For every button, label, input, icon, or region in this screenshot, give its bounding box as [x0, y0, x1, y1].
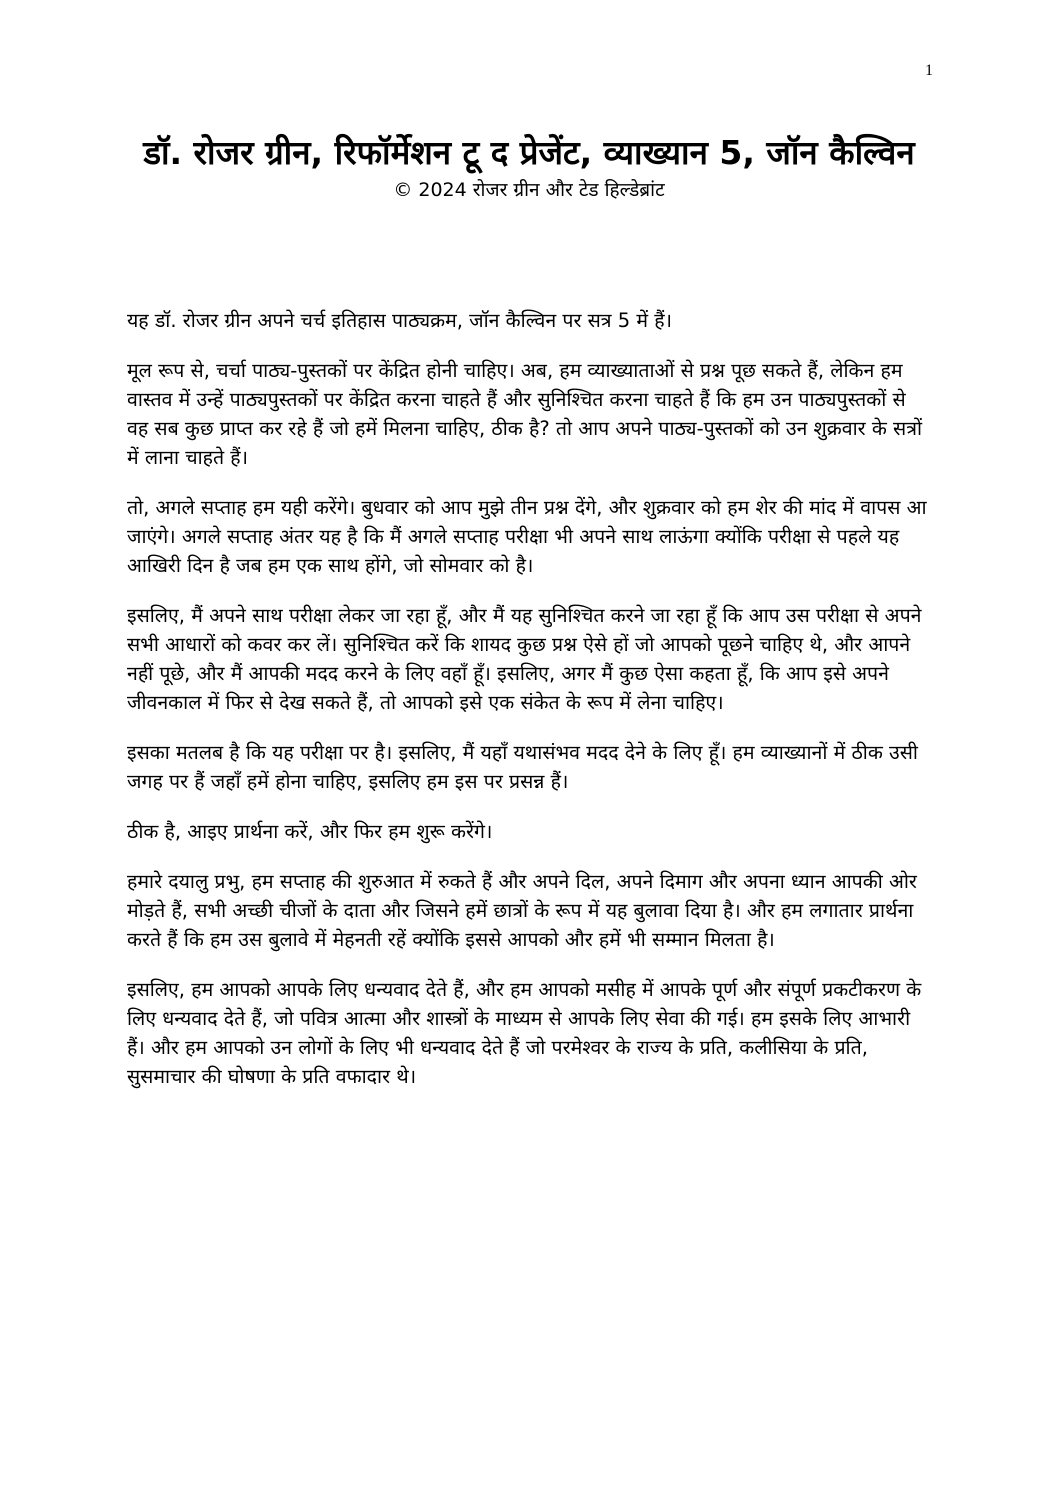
page-number: 1	[925, 62, 933, 79]
paragraph-8: इसलिए, हम आपको आपके लिए धन्यवाद देते हैं, और हम आपको मसीह में आपके पूर्ण और संपूर्ण प्रकटीकरण के लिए धन्यवाद देते हैं, जो पवित्र आत्मा और शास्त्रों के माध्यम से आपके लिए सेवा की गई। हम इसके लिए आभारी हैं। और हम आपको उन लोगों के लिए भी धन्यवाद देते हैं जो परमेश्वर के राज्य के प्रति, कलीसिया के प्रति, सुसमाचार की घोषणा के प्रति वफादार थे।	[127, 978, 922, 1088]
paragraph-6: ठीक है, आइए प्रार्थना करें, और फिर हम शुरू करेंगे।	[127, 820, 493, 843]
document-title: डॉ. रोजर ग्रीन, रिफॉर्मेशन टू द प्रेजेंट, व्याख्यान 5, जॉन कैल्विन	[143, 133, 915, 172]
title-block	[125, 130, 933, 203]
paragraph-7: हमारे दयालु प्रभु, हम सप्ताह की शुरुआत में रुकते हैं और अपने दिल, अपने दिमाग और अपना ध्यान आपकी ओर मोड़ते हैं, सभी अच्छी चीजों के दाता और जिसने हमें छात्रों के रूप में यह बुलावा दिया है। और हम लगातार प्रार्थना करते हैं कि हम उस बुलावे में मेहनती रहें क्योंकि इससे आपको और हमें भी सम्मान मिलता है।	[127, 870, 917, 951]
paragraph-5: इसका मतलब है कि यह परीक्षा पर है। इसलिए, मैं यहाँ यथासंभव मदद देने के लिए हूँ। हम व्याख्यानों में ठीक उसी जगह पर हैं जहाँ हमें होना चाहिए, इसलिए हम इस पर प्रसन्न हैं।	[127, 741, 918, 793]
paragraph-1: यह डॉ. रोजर ग्रीन अपने चर्च इतिहास पाठ्यक्रम, जॉन कैल्विन पर सत्र 5 में हैं।	[127, 309, 672, 332]
paragraph-2: मूल रूप से, चर्चा पाठ्य-पुस्तकों पर केंद्रित होनी चाहिए। अब, हम व्याख्याताओं से प्रश्न पूछ सकते हैं, लेकिन हम वास्तव में उन्हें पाठ्यपुस्तकों पर केंद्रित करना चाहते हैं और सुनिश्चित करना चाहते हैं कि हम उन पाठ्यपुस्तकों से वह सब कुछ प्राप्त कर रहे हैं जो हमें मिलना चाहिए, ठीक है? तो आप अपने पाठ्य-पुस्तकों को उन शुक्रवार के सत्रों में लाना चाहते हैं।	[127, 359, 923, 469]
copyright-line: © 2024 रोजर ग्रीन और टेड हिल्डेब्रांट	[393, 179, 665, 201]
paragraph-4: इसलिए, मैं अपने साथ परीक्षा लेकर जा रहा हूँ, और मैं यह सुनिश्चित करने जा रहा हूँ कि आप उस परीक्षा से अपने सभी आधारों को कवर कर लें। सुनिश्चित करें कि शायद कुछ प्रश्न ऐसे हों जो आपको पूछने चाहिए थे, और आपने नहीं पूछे, और मैं आपकी मदद करने के लिए वहाँ हूँ। इसलिए, अगर मैं कुछ ऐसा कहता हूँ, कि आप इसे अपने जीवनकाल में फिर से देख सकते हैं, तो आपको इसे एक संकेत के रूप में लेना चाहिए।	[127, 604, 922, 714]
paragraph-3: तो, अगले सप्ताह हम यही करेंगे। बुधवार को आप मुझे तीन प्रश्न देंगे, और शुक्रवार को हम शेर की मांद में वापस आ जाएंगे। अगले सप्ताह अंतर यह है कि मैं अगले सप्ताह परीक्षा भी अपने साथ लाऊंगा क्योंकि परीक्षा से पहले यह आखिरी दिन है जब हम एक साथ होंगे, जो सोमवार को है।	[127, 496, 927, 577]
body-text	[127, 306, 933, 1112]
